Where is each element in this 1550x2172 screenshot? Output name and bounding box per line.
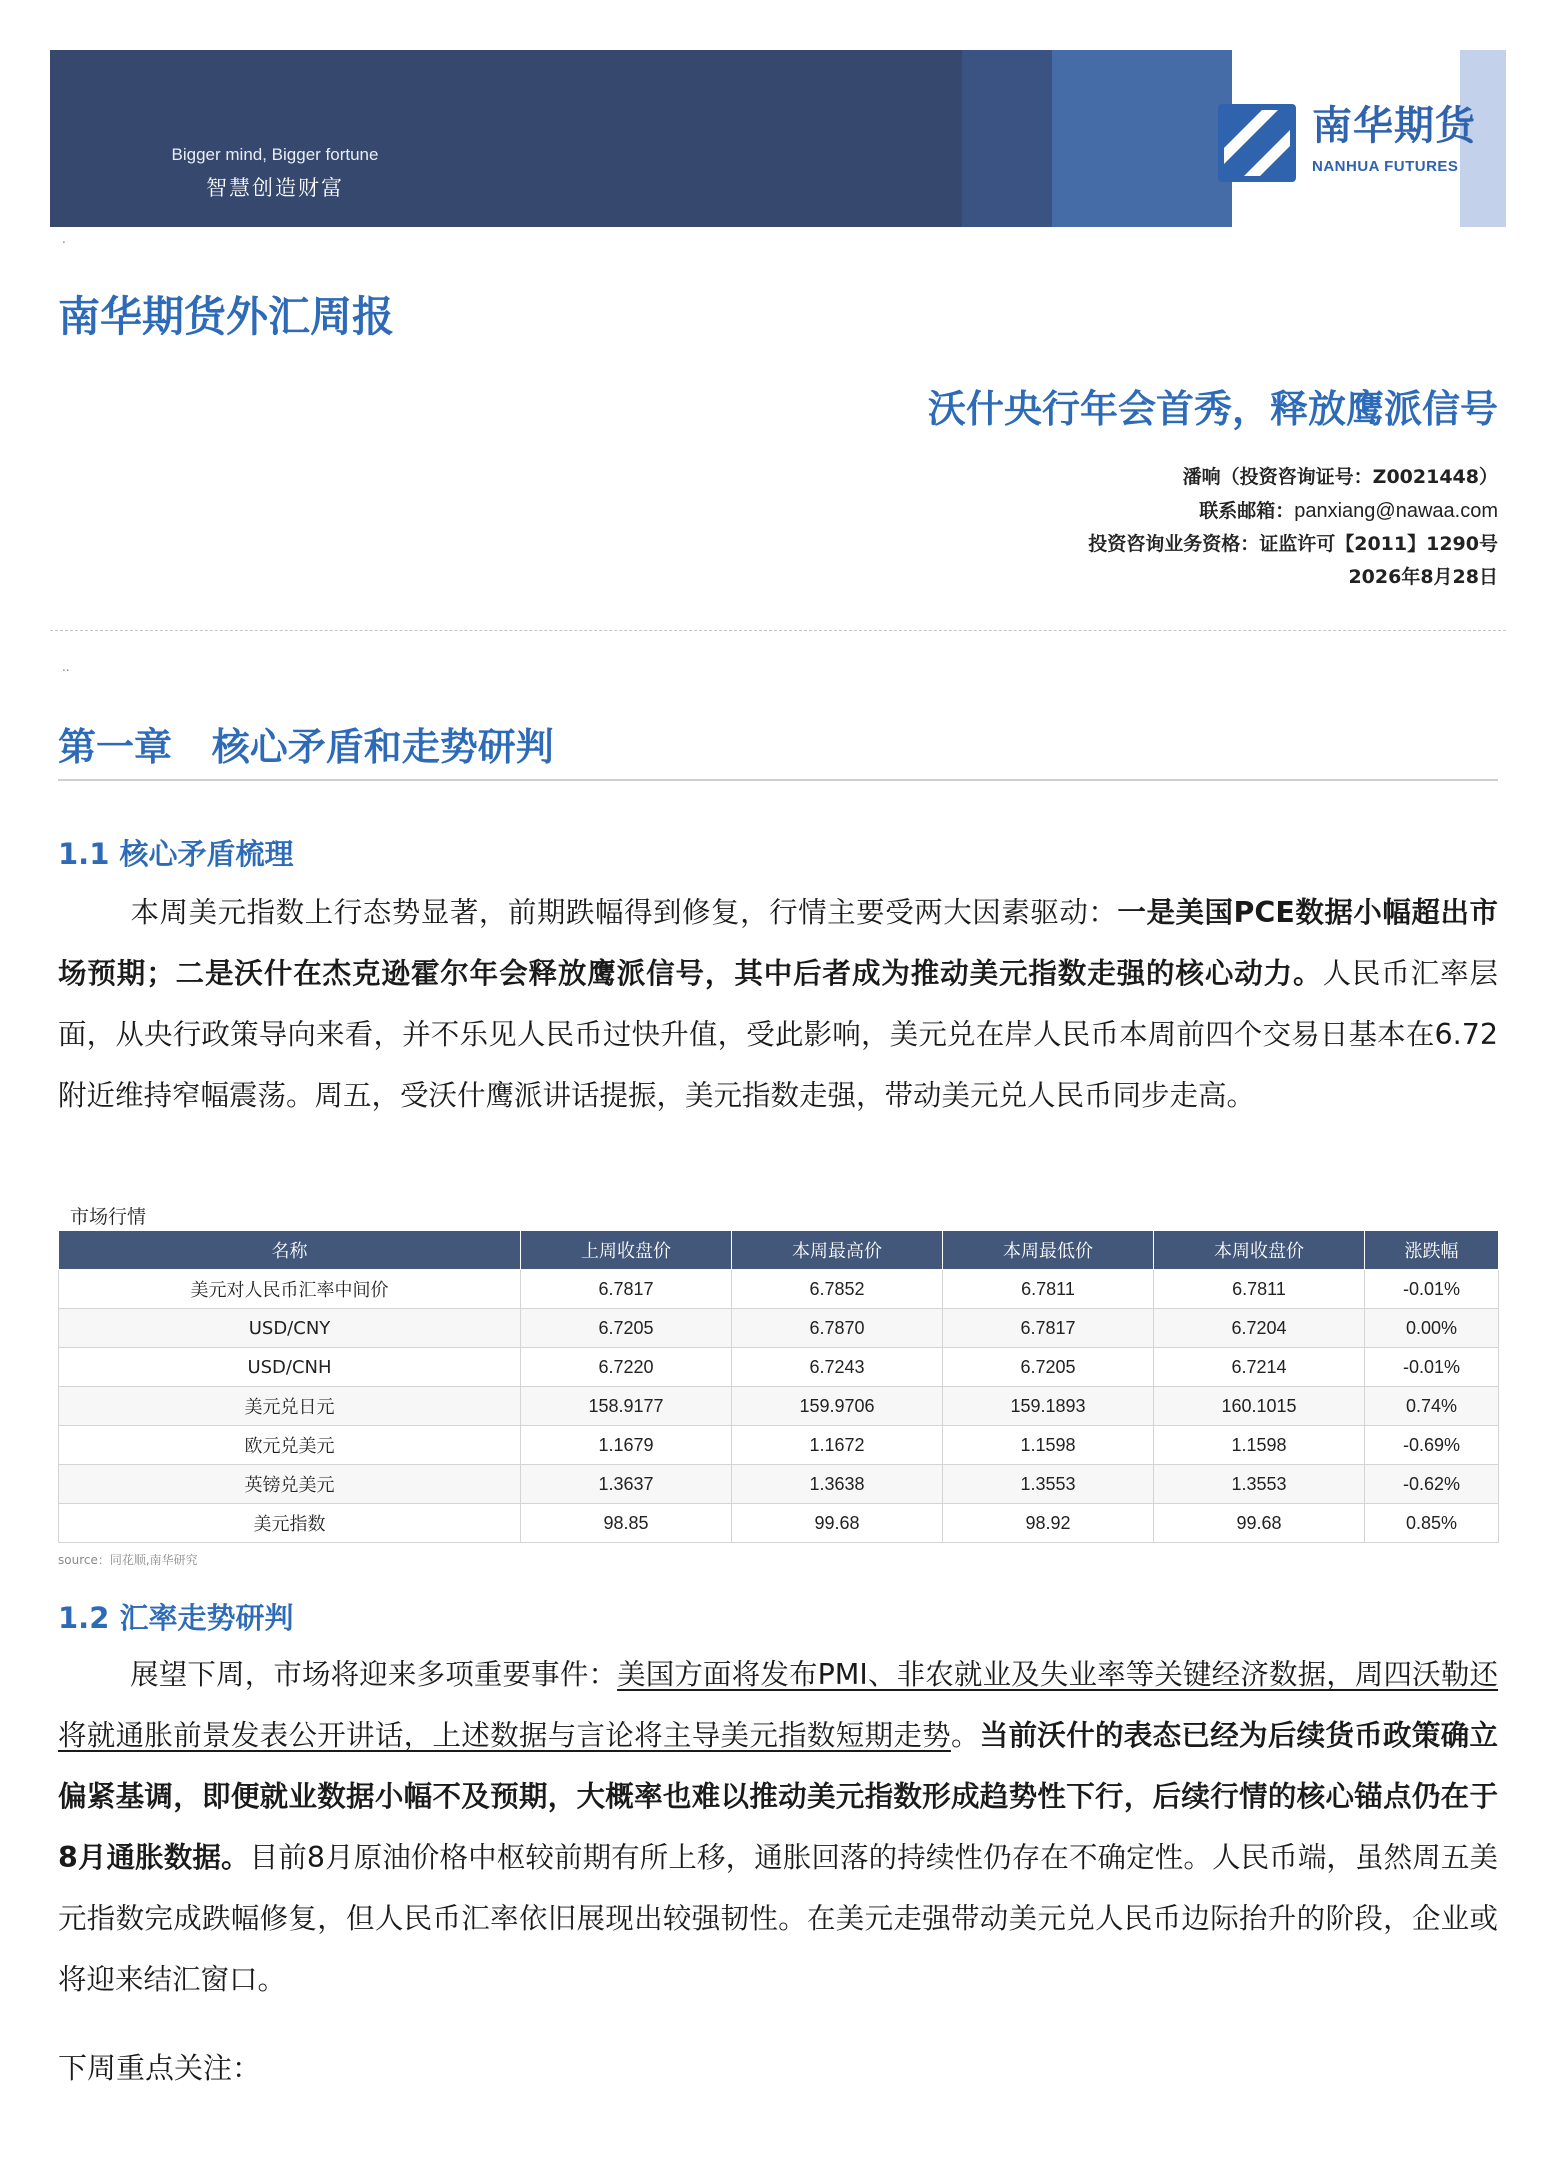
table-cell: 99.68 [1154,1504,1365,1543]
table-row [59,1426,1499,1465]
nanhua-logo-icon [1218,104,1296,182]
table-cell: 99.68 [732,1504,943,1543]
table-cell: 美元指数 [59,1504,521,1543]
paragraph-bold-text: 当前沃什的表态已经为后续货币政策确立偏紧基调，即便就业数据小幅不及预期，大概率也难以推动美元指数形成趋势性下行，后续行情的核心锚点仍在于8月通胀数据。 [58,1719,1498,1874]
banner-stripe [962,50,1052,227]
table-row [59,1270,1499,1309]
column-header: 本周最低价 [943,1231,1154,1270]
table-cell: 6.7214 [1154,1348,1365,1387]
table-cell: 98.85 [521,1504,732,1543]
email-label: 联系邮箱： [1199,500,1295,522]
table-cell: 6.7811 [943,1270,1154,1309]
banner-stripe [1052,50,1232,227]
table-cell: 欧元兑美元 [59,1426,521,1465]
table-cell: USD/CNH [59,1348,521,1387]
slogan-chinese: 智慧创造财富 [206,176,344,200]
column-header: 涨跌幅 [1365,1231,1499,1270]
report-title: 南华期货外汇周报 [58,292,395,341]
table-cell: -0.62% [1365,1465,1499,1504]
decorative-dot: . [62,232,66,246]
table-row [59,1309,1499,1348]
table-cell: 6.7205 [943,1348,1154,1387]
section1-paragraph [58,882,1498,1126]
table-cell: 6.7870 [732,1309,943,1348]
table-header-row [59,1231,1499,1270]
table-cell: 1.1672 [732,1426,943,1465]
column-header: 本周收盘价 [1154,1231,1365,1270]
paragraph-underlined-text: 美国方面将发布PMI、非农就业及失业率等关键经济数据，周四沃勒还将就通胀前景发表公开讲话，上述数据与言论将主导美元指数短期走势 [58,1658,1498,1752]
divider [50,630,1506,631]
table-caption: 市场行情 [70,1206,147,1228]
market-data-table [58,1230,1499,1543]
paragraph-text: 。 [950,1719,980,1752]
table-row [59,1504,1499,1543]
table-cell: 1.3638 [732,1465,943,1504]
chapter-divider [58,779,1498,781]
table-cell: 159.1893 [943,1387,1154,1426]
table-cell: 158.9177 [521,1387,732,1426]
table-cell: 159.9706 [732,1387,943,1426]
table-row [59,1348,1499,1387]
table-cell: 英镑兑美元 [59,1465,521,1504]
table-cell: 1.3637 [521,1465,732,1504]
license-line: 投资咨询业务资格：证监许可【2011】1290号 [1088,533,1498,555]
chapter-title: 第一章 核心矛盾和走势研判 [58,725,554,769]
decorative-dot: .. [62,660,70,674]
table-cell: 美元对人民币汇率中间价 [59,1270,521,1309]
table-cell: 1.1679 [521,1426,732,1465]
table-cell: -0.69% [1365,1426,1499,1465]
table-cell: 98.92 [943,1504,1154,1543]
table-cell: 6.7852 [732,1270,943,1309]
section2-paragraph [58,1644,1498,2010]
slogan-english: Bigger mind, Bigger fortune [171,145,379,164]
logo-wordmark-cn: 南华期货 [1312,103,1476,149]
table-row [59,1465,1499,1504]
paragraph-text: 人民币汇率层面，从央行政策导向来看，并不乐见人民币过快升值，受此影响，美元兑在岸人民币本周前四个交易日基本在6.72附近维持窄幅震荡。周五，受沃什鹰派讲话提振，美元指数走强，带动美元兑人民币同步走高。 [58,957,1498,1112]
report-subtitle: 沃什央行年会首秀，释放鹰派信号 [927,387,1498,431]
column-header: 本周最高价 [732,1231,943,1270]
table-cell: 1.1598 [1154,1426,1365,1465]
table-cell: 6.7220 [521,1348,732,1387]
paragraph-text: 目前8月原油价格中枢较前期有所上移，通胀回落的持续性仍存在不确定性。人民币端，虽然周五美元指数完成跌幅修复，但人民币汇率依旧展现出较强韧性。在美元走强带动美元兑人民币边际抬升的阶段，企业或将迎来结汇窗口。 [58,1841,1498,1996]
column-header: 上周收盘价 [521,1231,732,1270]
report-date: 2026年8月28日 [1348,566,1498,588]
table-cell: USD/CNY [59,1309,521,1348]
table-cell: 1.3553 [943,1465,1154,1504]
paragraph-text: 本周美元指数上行态势显著，前期跌幅得到修复，行情主要受两大因素驱动： [130,896,1118,929]
table-source: source：同花顺,南华研究 [58,1553,198,1567]
table-cell: 0.74% [1365,1387,1499,1426]
email-line [1199,496,1498,523]
table-cell: 1.1598 [943,1426,1154,1465]
paragraph-bold-text: 一是美国PCE数据小幅超出市场预期；二是沃什在杰克逊霍尔年会释放鹰派信号，其中后者成为推动美元指数走强的核心动力。 [58,896,1498,990]
table-cell: 0.85% [1365,1504,1499,1543]
section-heading-1-2: 1.2 汇率走势研判 [58,1601,294,1635]
logo-wordmark-en: NANHUA FUTURES [1312,158,1459,175]
table-cell: -0.01% [1365,1348,1499,1387]
table-cell: 6.7817 [943,1309,1154,1348]
table-row [59,1387,1499,1426]
email-address[interactable]: panxiang@nawaa.com [1294,500,1498,522]
table-cell: 6.7205 [521,1309,732,1348]
table-cell: 6.7243 [732,1348,943,1387]
paragraph-text: 展望下周，市场将迎来多项重要事件： [130,1658,618,1691]
author-line: 潘响（投资咨询证号：Z0021448） [1182,466,1498,488]
table-cell: 1.3553 [1154,1465,1365,1504]
table-cell: -0.01% [1365,1270,1499,1309]
table-cell: 6.7811 [1154,1270,1365,1309]
next-week-focus-label: 下周重点关注： [58,2051,262,2085]
section-heading-1-1: 1.1 核心矛盾梳理 [58,837,294,871]
table-cell: 6.7817 [521,1270,732,1309]
table-cell: 美元兑日元 [59,1387,521,1426]
table-cell: 160.1015 [1154,1387,1365,1426]
table-cell: 0.00% [1365,1309,1499,1348]
table-cell: 6.7204 [1154,1309,1365,1348]
column-header: 名称 [59,1231,521,1270]
